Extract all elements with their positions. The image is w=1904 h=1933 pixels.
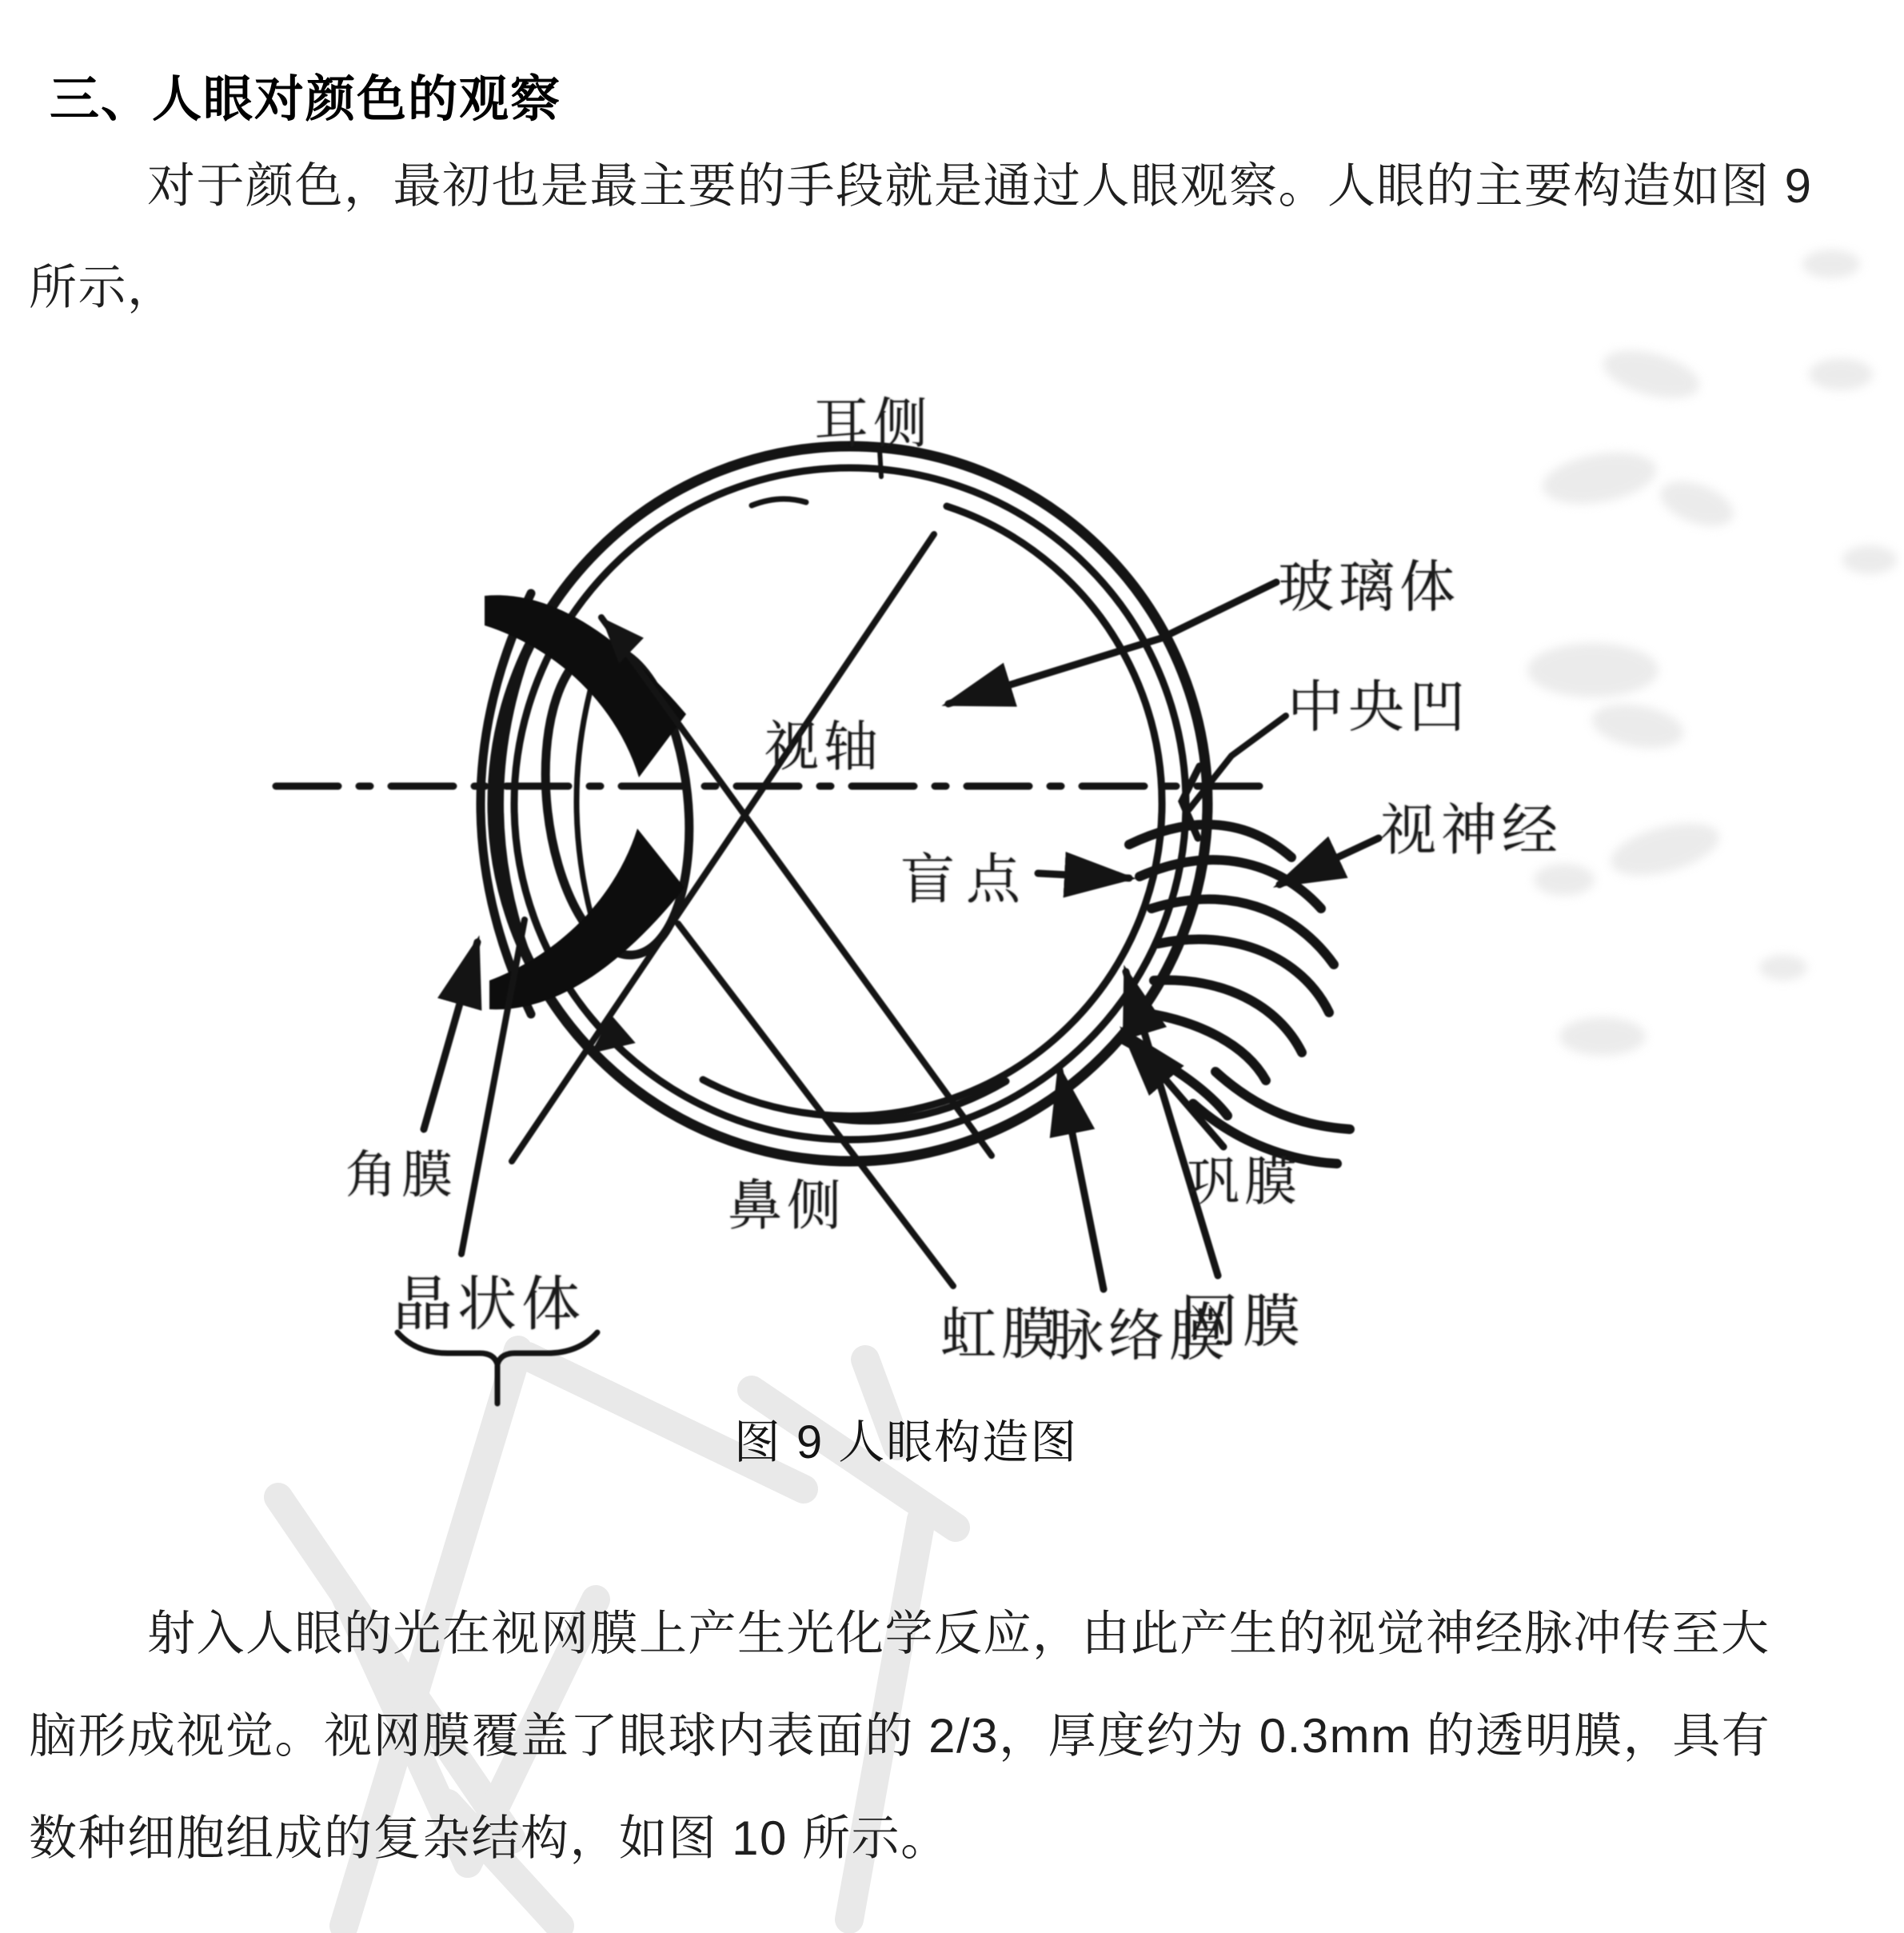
label-fovea: 中央凹 xyxy=(1287,677,1470,739)
paragraph-2-line-2: 脑形成视觉。视网膜覆盖了眼球内表面的 2/3，厚度约为 0.3mm 的透明膜，具有 xyxy=(29,1709,1771,1763)
label-cornea: 角膜 xyxy=(345,1147,457,1204)
label-choroid: 脉络膜 xyxy=(1048,1306,1230,1368)
optic-nerve-arrow xyxy=(1279,838,1379,885)
choroid-arrow xyxy=(1060,1070,1104,1289)
label-optic-nerve: 视神经 xyxy=(1380,801,1563,862)
vitreous-arrow xyxy=(948,582,1276,704)
label-iris: 虹膜 xyxy=(940,1304,1062,1366)
paragraph-2-line-1: 射入人眼的光在视网膜上产生光化学反应，由此产生的视觉神经脉冲传至大 xyxy=(147,1607,1770,1660)
figure-caption: 图 9 人眼构造图 xyxy=(733,1416,1079,1468)
label-vitreous: 玻璃体 xyxy=(1278,557,1460,619)
wall-notch xyxy=(752,499,806,505)
section-heading: 三、人眼对颜色的观察 xyxy=(50,72,562,127)
paragraph-2-line-3: 数种细胞组成的复杂结构，如图 10 所示。 xyxy=(29,1811,950,1865)
label-lens: 晶状体 xyxy=(393,1272,585,1338)
cornea-arrow xyxy=(424,942,477,1129)
label-nasal-side: 鼻侧 xyxy=(728,1176,847,1236)
label-retina: 网膜 xyxy=(1180,1290,1306,1354)
paragraph-1-line-1: 对于颜色，最初也是最主要的手段就是通过人眼观察。人眼的主要构造如图 9 xyxy=(147,159,1813,213)
label-ear-side: 耳侧 xyxy=(814,393,933,454)
paragraph-1-line-2: 所示， xyxy=(29,261,177,314)
label-sclera: 巩膜 xyxy=(1187,1153,1302,1212)
retina-outline xyxy=(703,506,1162,1116)
blind-spot-arrow xyxy=(1038,873,1129,878)
label-visual-axis: 视轴 xyxy=(764,717,884,777)
label-blind-spot: 盲点 xyxy=(900,849,1032,910)
